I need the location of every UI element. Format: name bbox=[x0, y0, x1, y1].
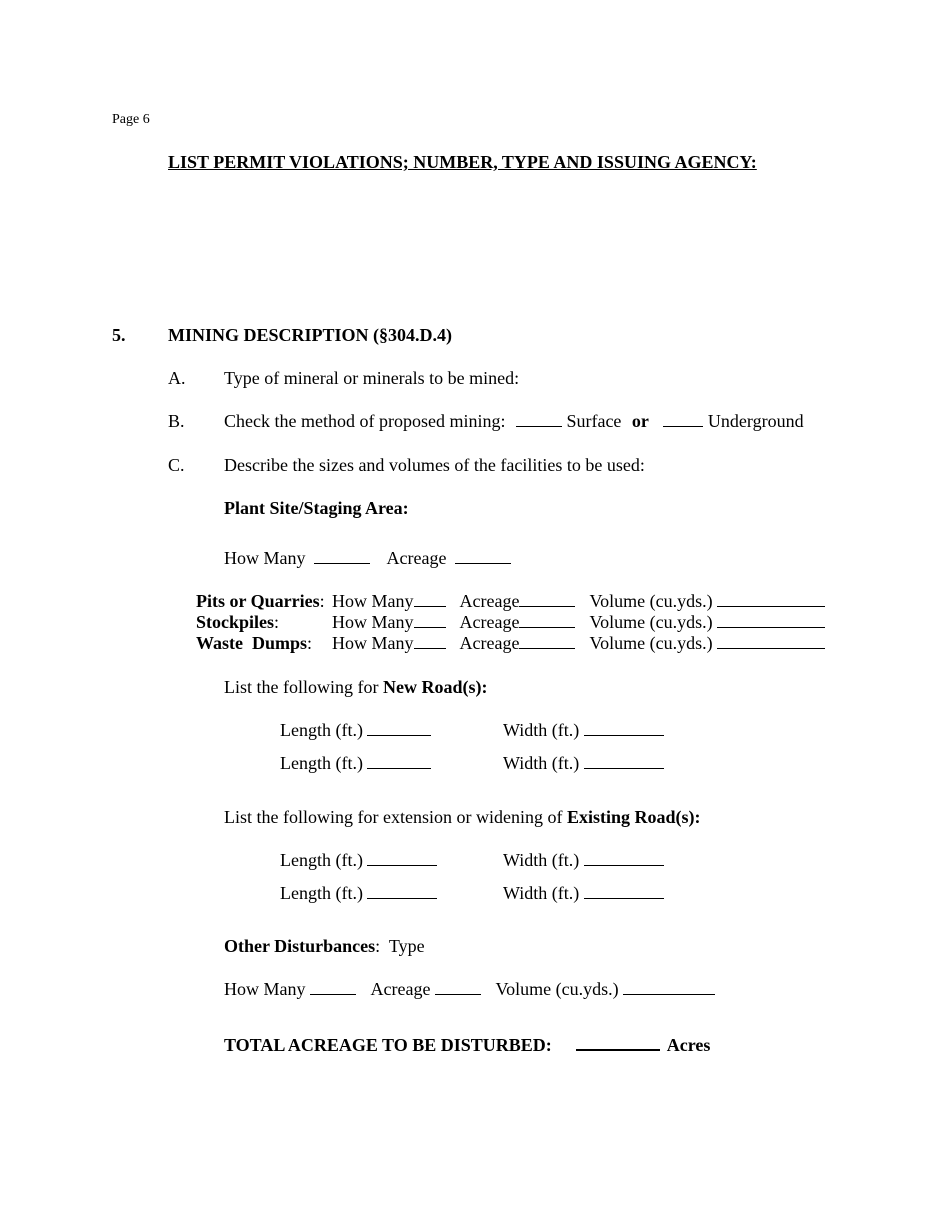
width-label: Width (ft.) bbox=[503, 753, 580, 773]
facility-volume-label: Volume (cu.yds.) bbox=[589, 612, 713, 632]
existing-road-width-2 bbox=[503, 884, 664, 902]
facility-volume-label: Volume (cu.yds.) bbox=[589, 591, 713, 611]
new-roads-bold: New Road(s): bbox=[382, 677, 488, 697]
other-disturbances-label: Other Disturbances bbox=[224, 936, 376, 956]
plant-site-heading: Plant Site/Staging Area: bbox=[224, 498, 409, 518]
item-b-letter: B. bbox=[168, 411, 185, 431]
facility-acreage-label: Acreage bbox=[459, 633, 520, 653]
plant-site-line bbox=[224, 549, 511, 567]
section-number: 5. bbox=[112, 325, 126, 345]
facility-how-many-field[interactable] bbox=[414, 634, 446, 649]
other-acreage-field[interactable] bbox=[435, 980, 481, 995]
other-disturbances-heading bbox=[224, 937, 425, 955]
facility-how-many-label: How Many bbox=[332, 612, 414, 632]
existing-roads-intro: List the following for extension or widening of bbox=[224, 807, 567, 827]
new-road-width-1 bbox=[503, 721, 664, 739]
length-label: Length (ft.) bbox=[280, 720, 363, 740]
item-a-letter: A. bbox=[168, 368, 186, 388]
or-label: or bbox=[631, 411, 649, 431]
new-roads-heading bbox=[224, 678, 487, 696]
underground-checkbox-blank[interactable] bbox=[663, 412, 703, 427]
existing-road-length-1 bbox=[280, 851, 437, 869]
facility-label: Waste Dumps bbox=[196, 633, 308, 653]
facility-label-cell bbox=[196, 592, 332, 610]
other-type-label: : Type bbox=[375, 936, 425, 956]
facility-row-waste-dumps bbox=[196, 634, 825, 652]
other-how-many-field[interactable] bbox=[310, 980, 356, 995]
facility-how-many-label: How Many bbox=[332, 633, 414, 653]
facility-label-suffix: : bbox=[274, 612, 280, 632]
width-field[interactable] bbox=[584, 884, 664, 899]
existing-road-length-2 bbox=[280, 884, 437, 902]
facility-acreage-field[interactable] bbox=[519, 634, 575, 649]
item-b-line bbox=[224, 412, 804, 430]
length-field[interactable] bbox=[367, 721, 431, 736]
width-field[interactable] bbox=[584, 754, 664, 769]
facility-volume-label: Volume (cu.yds.) bbox=[589, 633, 713, 653]
facility-volume-field[interactable] bbox=[717, 592, 825, 607]
other-how-many-label: How Many bbox=[224, 979, 306, 999]
facility-volume-field[interactable] bbox=[717, 634, 825, 649]
other-volume-field[interactable] bbox=[623, 980, 715, 995]
facility-label: Stockpiles bbox=[196, 612, 275, 632]
facility-acreage-label: Acreage bbox=[459, 591, 520, 611]
facility-how-many-field[interactable] bbox=[414, 613, 446, 628]
underground-label: Underground bbox=[707, 411, 804, 431]
surface-label: Surface bbox=[566, 411, 622, 431]
new-road-width-2 bbox=[503, 754, 664, 772]
facility-acreage-label: Acreage bbox=[459, 612, 520, 632]
facility-acreage-field[interactable] bbox=[519, 613, 575, 628]
new-road-length-1 bbox=[280, 721, 431, 739]
facility-how-many-label: How Many bbox=[332, 591, 414, 611]
facility-label: Pits or Quarries bbox=[196, 591, 320, 611]
other-disturbances-line bbox=[224, 980, 715, 998]
section-title: MINING DESCRIPTION (§304.D.4) bbox=[168, 325, 453, 345]
other-acreage-label: Acreage bbox=[370, 979, 431, 999]
existing-roads-heading bbox=[224, 808, 700, 826]
length-label: Length (ft.) bbox=[280, 753, 363, 773]
length-label: Length (ft.) bbox=[280, 850, 363, 870]
length-field[interactable] bbox=[367, 884, 437, 899]
width-label: Width (ft.) bbox=[503, 720, 580, 740]
total-acreage-line bbox=[224, 1035, 710, 1054]
other-volume-label: Volume (cu.yds.) bbox=[495, 979, 619, 999]
item-c-text: Describe the sizes and volumes of the facilities to be used: bbox=[224, 455, 645, 475]
facility-label-suffix: : bbox=[319, 591, 325, 611]
plant-acreage-field[interactable] bbox=[455, 549, 511, 564]
facility-row-pits bbox=[196, 592, 825, 610]
total-acreage-unit: Acres bbox=[666, 1035, 711, 1055]
facility-row-stockpiles bbox=[196, 613, 825, 631]
facility-label-suffix: : bbox=[307, 633, 313, 653]
facility-label-cell bbox=[196, 613, 332, 631]
existing-roads-bold: Existing Road(s): bbox=[566, 807, 701, 827]
page-number: Page 6 bbox=[112, 112, 150, 127]
facility-acreage-field[interactable] bbox=[519, 592, 575, 607]
plant-how-many-field[interactable] bbox=[314, 549, 370, 564]
item-c-letter: C. bbox=[168, 455, 185, 475]
length-field[interactable] bbox=[367, 754, 431, 769]
facility-how-many-field[interactable] bbox=[414, 592, 446, 607]
item-b-text: Check the method of proposed mining: bbox=[224, 411, 506, 431]
item-a-text: Type of mineral or minerals to be mined: bbox=[224, 368, 520, 388]
new-road-length-2 bbox=[280, 754, 431, 772]
new-roads-intro: List the following for bbox=[224, 677, 383, 697]
facility-label-cell bbox=[196, 634, 332, 652]
width-label: Width (ft.) bbox=[503, 883, 580, 903]
total-acreage-label: TOTAL ACREAGE TO BE DISTURBED: bbox=[224, 1035, 552, 1055]
total-acreage-field[interactable] bbox=[576, 1035, 660, 1051]
length-field[interactable] bbox=[367, 851, 437, 866]
plant-acreage-label: Acreage bbox=[386, 548, 447, 568]
width-field[interactable] bbox=[584, 721, 664, 736]
width-label: Width (ft.) bbox=[503, 850, 580, 870]
violations-heading: LIST PERMIT VIOLATIONS; NUMBER, TYPE AND ISSUING AGENCY: bbox=[168, 152, 757, 172]
width-field[interactable] bbox=[584, 851, 664, 866]
surface-checkbox-blank[interactable] bbox=[516, 412, 562, 427]
facility-volume-field[interactable] bbox=[717, 613, 825, 628]
plant-how-many-label: How Many bbox=[224, 548, 306, 568]
length-label: Length (ft.) bbox=[280, 883, 363, 903]
existing-road-width-1 bbox=[503, 851, 664, 869]
